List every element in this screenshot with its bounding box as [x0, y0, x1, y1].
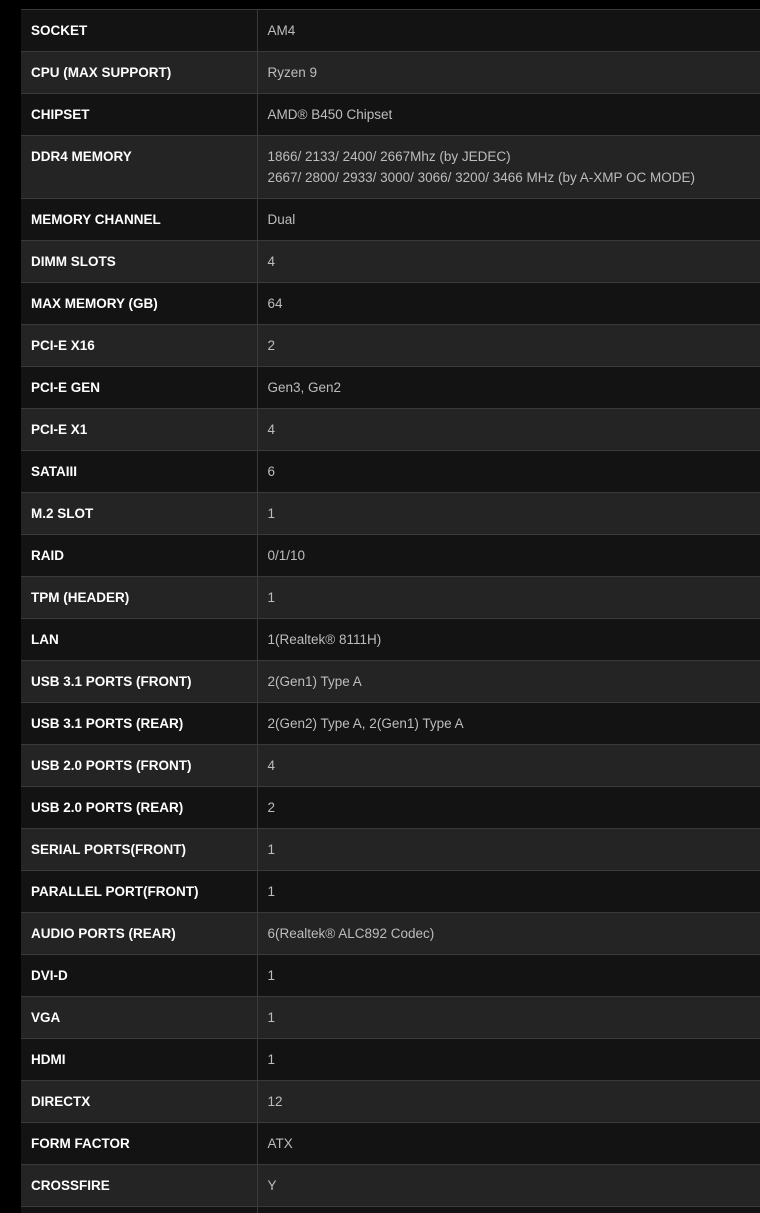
spec-value — [257, 913, 760, 955]
spec-value-line: 1 — [267, 842, 276, 857]
spec-value — [257, 829, 760, 871]
next-row-partial — [21, 1207, 760, 1213]
spec-value — [257, 577, 760, 619]
specs-table-body — [21, 10, 760, 1207]
spec-value — [257, 409, 760, 451]
spec-label: MEMORY CHANNEL — [21, 199, 257, 241]
spec-value — [257, 367, 760, 409]
spec-row — [21, 10, 760, 52]
spec-value — [257, 283, 760, 325]
spec-row — [21, 787, 760, 829]
spec-row — [21, 367, 760, 409]
spec-value-line: ATX — [267, 1136, 293, 1151]
spec-label: USB 2.0 PORTS (REAR) — [21, 787, 257, 829]
spec-value — [257, 703, 760, 745]
spec-value-line: 0/1/10 — [267, 548, 306, 563]
spec-label: VGA — [21, 997, 257, 1039]
spec-label: CHIPSET — [21, 94, 257, 136]
spec-value — [257, 535, 760, 577]
spec-value-line: 64 — [267, 296, 283, 311]
spec-value — [257, 745, 760, 787]
column-divider — [257, 1207, 258, 1213]
spec-value — [257, 451, 760, 493]
spec-row — [21, 493, 760, 535]
spec-value — [257, 997, 760, 1039]
spec-value-line: 2667/ 2800/ 2933/ 3000/ 3066/ 3200/ 3466 MHz (by A-XMP OC MODE) — [267, 170, 695, 185]
spec-value-line: 4 — [267, 254, 276, 269]
spec-label: CPU (MAX SUPPORT) — [21, 52, 257, 94]
spec-label: LAN — [21, 619, 257, 661]
spec-value-line: 2 — [267, 338, 276, 353]
spec-value — [257, 1165, 760, 1207]
spec-row — [21, 409, 760, 451]
spec-label: DIMM SLOTS — [21, 241, 257, 283]
spec-label: PARALLEL PORT(FRONT) — [21, 871, 257, 913]
spec-label: SERIAL PORTS(FRONT) — [21, 829, 257, 871]
spec-label: DDR4 MEMORY — [21, 136, 257, 199]
spec-value-line: 1 — [267, 884, 276, 899]
spec-value-line: Ryzen 9 — [267, 65, 318, 80]
spec-label: TPM (HEADER) — [21, 577, 257, 619]
spec-label: M.2 SLOT — [21, 493, 257, 535]
spec-row — [21, 703, 760, 745]
spec-row — [21, 955, 760, 997]
spec-value — [257, 661, 760, 703]
spec-row — [21, 1165, 760, 1207]
spec-value — [257, 871, 760, 913]
spec-row — [21, 451, 760, 493]
spec-row — [21, 1039, 760, 1081]
spec-label: RAID — [21, 535, 257, 577]
spec-label: SATAIII — [21, 451, 257, 493]
spec-row — [21, 199, 760, 241]
spec-value — [257, 1039, 760, 1081]
spec-label: SOCKET — [21, 10, 257, 52]
spec-value-line: Y — [267, 1178, 277, 1193]
spec-value — [257, 325, 760, 367]
spec-value — [257, 955, 760, 997]
spec-value-line: Dual — [267, 212, 296, 227]
spec-value-line: 1 — [267, 506, 276, 521]
spec-label: HDMI — [21, 1039, 257, 1081]
spec-label: DIRECTX — [21, 1081, 257, 1123]
spec-value-line: 6 — [267, 464, 276, 479]
spec-row — [21, 745, 760, 787]
spec-value-line: 2 — [267, 800, 276, 815]
spec-label: CROSSFIRE — [21, 1165, 257, 1207]
spec-label: USB 3.1 PORTS (FRONT) — [21, 661, 257, 703]
spec-label: AUDIO PORTS (REAR) — [21, 913, 257, 955]
spec-value-line: 6(Realtek® ALC892 Codec) — [267, 926, 435, 941]
spec-value-line: 4 — [267, 422, 276, 437]
spec-value-line: Gen3, Gen2 — [267, 380, 342, 395]
spec-row — [21, 913, 760, 955]
spec-row — [21, 829, 760, 871]
spec-value-line: AMD® B450 Chipset — [267, 107, 393, 122]
spec-label: USB 3.1 PORTS (REAR) — [21, 703, 257, 745]
spec-value-line: AM4 — [267, 23, 296, 38]
spec-value — [257, 1081, 760, 1123]
spec-row — [21, 577, 760, 619]
spec-value — [257, 136, 760, 199]
spec-label: USB 2.0 PORTS (FRONT) — [21, 745, 257, 787]
spec-value — [257, 52, 760, 94]
spec-value-line: 1 — [267, 1052, 276, 1067]
spec-row — [21, 619, 760, 661]
spec-row — [21, 661, 760, 703]
spec-value — [257, 619, 760, 661]
spec-row — [21, 283, 760, 325]
spec-value-line: 1 — [267, 968, 276, 983]
spec-label: PCI-E X1 — [21, 409, 257, 451]
spec-label: PCI-E X16 — [21, 325, 257, 367]
spec-value-line: 1 — [267, 1010, 276, 1025]
spec-value — [257, 241, 760, 283]
spec-value — [257, 10, 760, 52]
spec-value — [257, 493, 760, 535]
spec-row — [21, 997, 760, 1039]
spec-label: MAX MEMORY (GB) — [21, 283, 257, 325]
spec-value-line: 1(Realtek® 8111H) — [267, 632, 382, 647]
spec-value-line: 2(Gen1) Type A — [267, 674, 362, 689]
spec-label: DVI-D — [21, 955, 257, 997]
spec-value — [257, 199, 760, 241]
spec-value-line: 1 — [267, 590, 276, 605]
spec-value — [257, 94, 760, 136]
spec-row — [21, 52, 760, 94]
spec-row — [21, 871, 760, 913]
spec-label: PCI-E GEN — [21, 367, 257, 409]
spec-row — [21, 325, 760, 367]
spec-value-line: 1866/ 2133/ 2400/ 2667Mhz (by JEDEC) — [267, 149, 511, 164]
spec-row — [21, 1123, 760, 1165]
spec-value-line: 4 — [267, 758, 276, 773]
spec-value-line: 2(Gen2) Type A, 2(Gen1) Type A — [267, 716, 464, 731]
spec-value — [257, 1123, 760, 1165]
spec-label: FORM FACTOR — [21, 1123, 257, 1165]
spec-value — [257, 787, 760, 829]
spec-row — [21, 136, 760, 199]
spec-row — [21, 535, 760, 577]
spec-row — [21, 241, 760, 283]
specs-table — [21, 9, 760, 1207]
spec-row — [21, 94, 760, 136]
spec-value-line: 12 — [267, 1094, 283, 1109]
spec-row — [21, 1081, 760, 1123]
